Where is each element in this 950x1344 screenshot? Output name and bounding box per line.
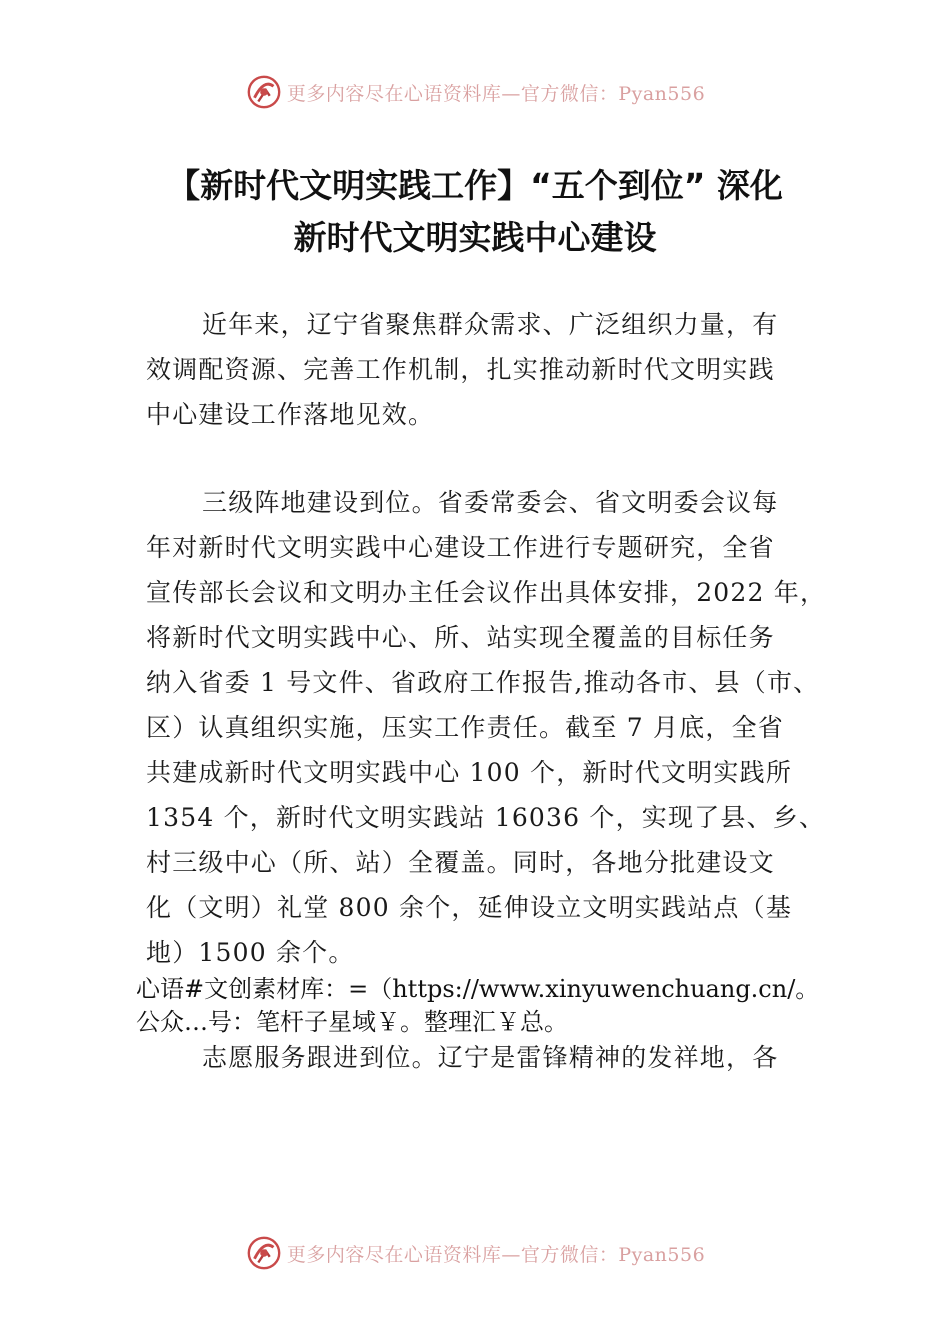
source-note-line: 公众…号：笔杆子星域￥。整理汇￥总。 <box>136 1008 568 1036</box>
text-line: 1354 个，新时代文明实践站 16036 个，实现了县、乡、 <box>146 803 826 832</box>
text-line: 地）1500 余个。 <box>146 938 355 967</box>
brand-logo-icon <box>245 1234 283 1272</box>
text-line: 效调配资源、完善工作机制，扎实推动新时代文明实践 <box>146 355 775 384</box>
brand-text: 更多内容尽在心语资料库— <box>286 1243 521 1266</box>
brand-logo-icon <box>245 73 283 111</box>
text-line: 年对新时代文明实践中心建设工作进行专题研究，全省 <box>146 533 775 562</box>
source-note <box>136 973 819 1039</box>
text-line: 将新时代文明实践中心、所、站实现全覆盖的目标任务 <box>146 623 775 652</box>
text-line: 化（文明）礼堂 800 余个，延伸设立文明实践站点（基 <box>146 893 793 922</box>
paragraph-positions <box>146 480 826 975</box>
paragraph-intro <box>146 302 826 437</box>
paragraph-volunteer <box>146 1035 826 1080</box>
title-line-2: 新时代文明实践中心建设 <box>293 218 657 257</box>
brand-footer <box>0 1231 950 1275</box>
text-line: 三级阵地建设到位。省委常委会、省文明委会议每 <box>202 488 779 517</box>
source-note-line: 心语#文创素材库：=（https://www.xinyuwenchuang.cn/。 <box>136 975 820 1003</box>
title-line-1: 【新时代文明实践工作】“五个到位” 深化 <box>167 166 783 205</box>
brand-text: 更多内容尽在心语资料库— <box>286 82 521 105</box>
brand-wechat: 官方微信：Pyan556 <box>520 1243 706 1266</box>
text-line: 纳入省委 1 号文件、省政府工作报告,推动各市、县（市、 <box>146 668 820 697</box>
brand-wechat: 官方微信：Pyan556 <box>520 82 706 105</box>
text-line: 村三级中心（所、站）全覆盖。同时，各地分批建设文 <box>146 848 775 877</box>
text-line: 区）认真组织实施，压实工作责任。截至 7 月底，全省 <box>146 713 785 742</box>
page-title <box>100 160 850 264</box>
text-line: 宣传部长会议和文明办主任会议作出具体安排，2022 年， <box>146 578 827 607</box>
text-line: 中心建设工作落地见效。 <box>146 400 435 429</box>
text-line: 志愿服务跟进到位。辽宁是雷锋精神的发祥地，各 <box>202 1043 779 1072</box>
text-line: 近年来，辽宁省聚焦群众需求、广泛组织力量，有 <box>202 310 779 339</box>
brand-header <box>0 70 950 114</box>
text-line: 共建成新时代文明实践中心 100 个，新时代文明实践所 <box>146 758 793 787</box>
